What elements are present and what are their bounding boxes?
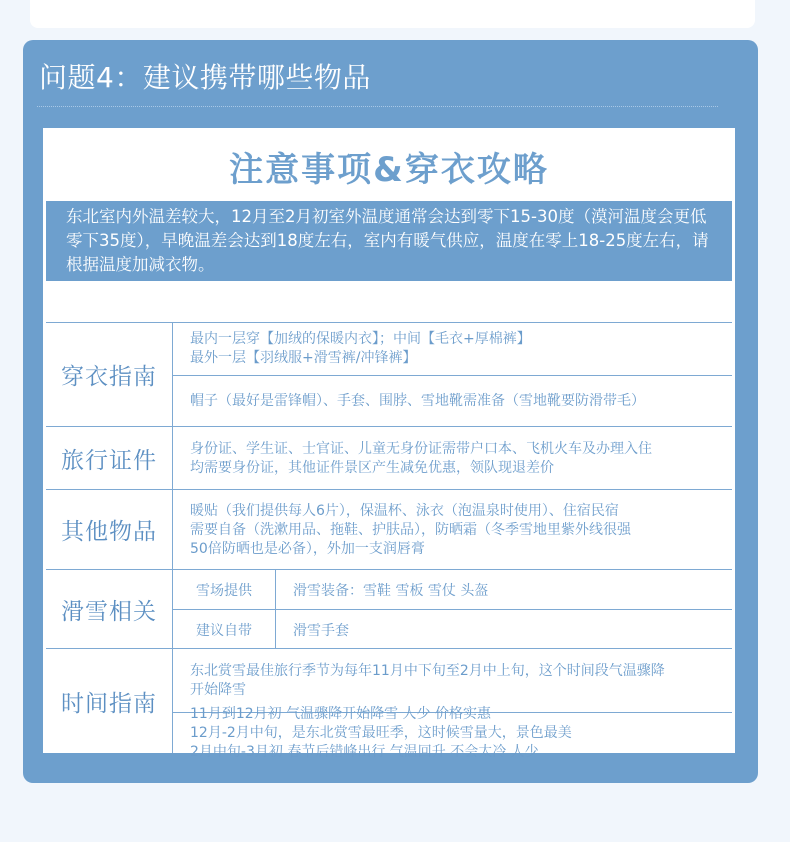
row-label-others: 其他物品 <box>46 490 173 569</box>
ski-bring-value: 滑雪手套 <box>276 609 732 649</box>
question-panel <box>23 40 758 783</box>
row-others <box>46 489 732 569</box>
row-clothing <box>46 322 732 426</box>
row-label-documents: 旅行证件 <box>46 427 173 489</box>
timing-line-1: 东北赏雪最佳旅行季节为每年11月中下旬至2月中上旬，这个时间段气温骤降 <box>190 662 665 679</box>
row-label-timing: 时间指南 <box>46 649 173 753</box>
ski-provided-label: 雪场提供 <box>173 570 276 609</box>
sheet-title: 注意事项&穿衣攻略 <box>229 150 549 190</box>
clothing-accessories <box>173 375 732 427</box>
row-skiing <box>46 569 732 648</box>
clothing-line-1: 最内一层穿【加绒的保暖内衣】；中间【毛衣+厚棉裤】 <box>190 331 531 347</box>
row-label-clothing: 穿衣指南 <box>46 323 173 426</box>
timing-line-3: 11月到12月初 气温骤降开始降雪 人少 价格实惠 <box>190 706 491 722</box>
row-label-skiing: 滑雪相关 <box>46 570 173 648</box>
others-text <box>173 490 732 570</box>
documents-text <box>173 427 732 490</box>
title-divider <box>37 106 718 107</box>
clothing-line-2: 最外一层【羽绒服+滑雪裤/冲锋裤】 <box>190 350 417 366</box>
others-line-3: 50倍防晒也是必备），外加一支润唇膏 <box>190 540 425 557</box>
clothing-line-3: 帽子（最好是雷锋帽）、手套、围脖、雪地靴需准备（雪地靴要防滑带毛） <box>190 393 645 409</box>
ski-bring-label: 建议自带 <box>173 609 276 649</box>
clothing-layers <box>173 323 732 375</box>
row-timing <box>46 648 732 760</box>
documents-line-2: 均需要身份证，其他证件景区产生减免优惠，领队现退差价 <box>190 459 554 476</box>
ski-provided-value: 滑雪装备：雪鞋 雪板 雪仗 头盔 <box>293 582 489 599</box>
timing-line-4: 12月-2月中旬，是东北赏雪最旺季，这时候雪量大，景色最美 <box>190 725 572 741</box>
question-title: 问题4：建议携带哪些物品 <box>39 61 371 94</box>
timing-line-5: 2月中旬-3月初 春节后错峰出行 气温回升 不会太冷 人少 <box>190 744 539 760</box>
others-line-2: 需要自备（洗漱用品、拖鞋、护肤品），防晒霜（冬季雪地里紫外线很强 <box>190 521 631 538</box>
info-sheet <box>43 128 735 760</box>
others-line-1: 暖贴（我们提供每人6片），保温杯、泳衣（泡温泉时使用）、住宿民宿 <box>190 502 619 519</box>
timing-line-2: 开始降雪 <box>190 681 246 698</box>
row-documents <box>46 426 732 489</box>
previous-card <box>30 0 755 28</box>
intro-text: 东北室内外温差较大，12月至2月初室外温度通常会达到零下15-30度（漠河温度会更低零下35度），早晚温差会达到18度左右，室内有暖气供应，温度在零上18-25度左右，请根据温度加减衣物。 <box>46 201 732 281</box>
timing-best-season <box>173 649 732 712</box>
documents-line-1: 身份证、学生证、士官证、儿童无身份证需带户口本、飞机火车及办理入住 <box>190 440 652 457</box>
timing-periods <box>173 706 732 760</box>
